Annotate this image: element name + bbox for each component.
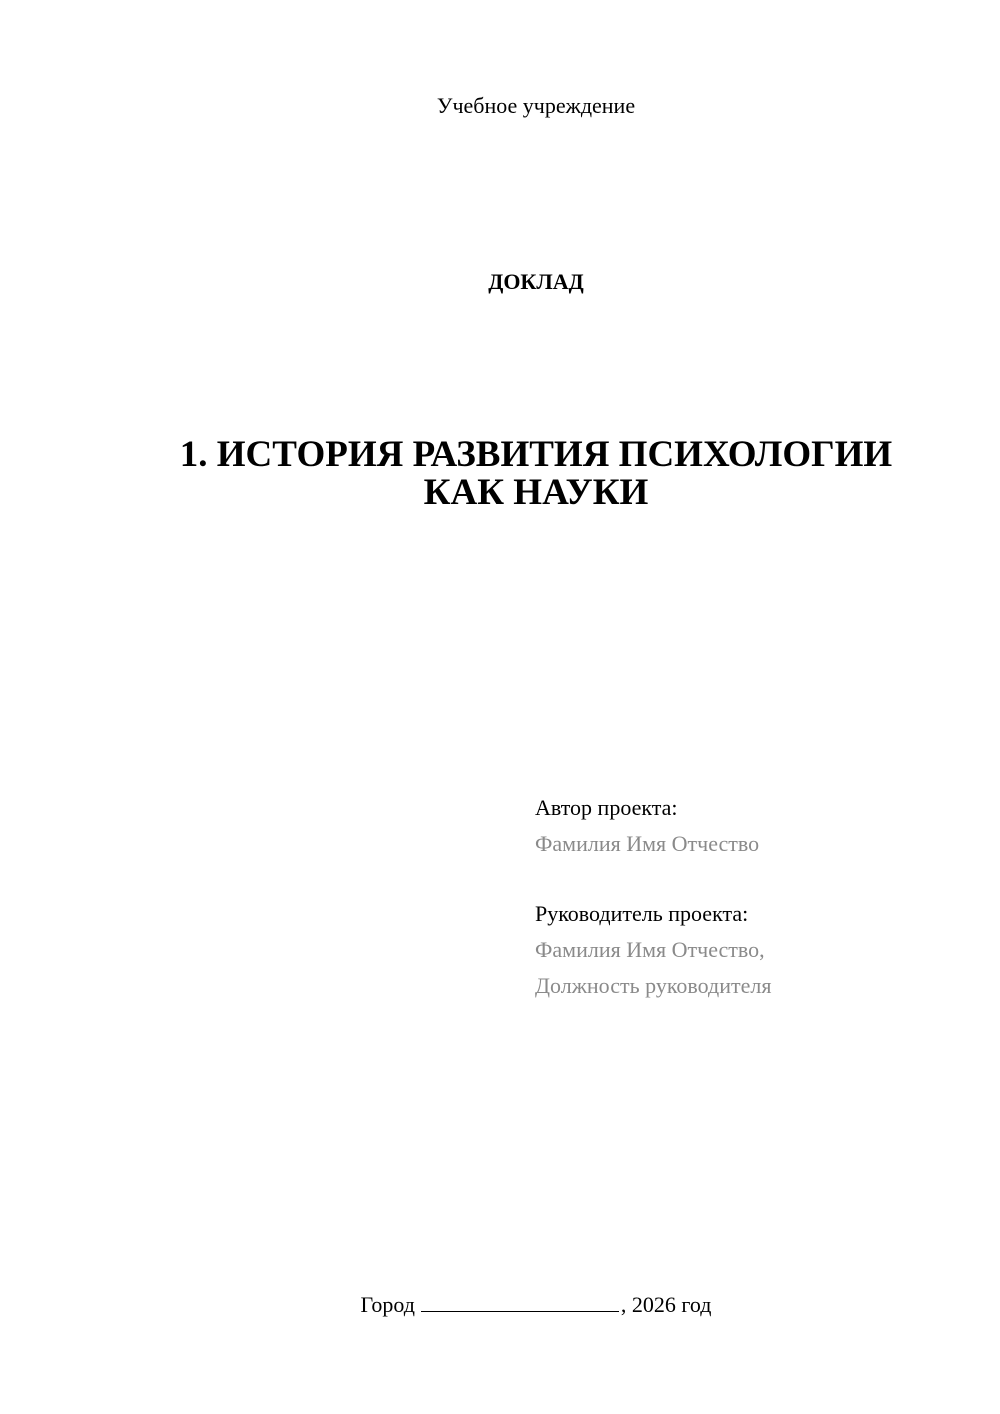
supervisor-label: Руководитель проекта: (535, 901, 749, 926)
document-title-line-2: КАК НАУКИ (423, 472, 649, 513)
supervisor-name: Фамилия Имя Отчество, (535, 937, 765, 962)
year-text: , 2026 год (620, 1292, 712, 1317)
author-label: Автор проекта: (535, 795, 678, 820)
author-name: Фамилия Имя Отчество (535, 831, 760, 856)
document-title (136, 436, 936, 512)
credits-spacer (535, 862, 975, 896)
institution-name: Учебное учреждение (436, 93, 636, 118)
credits-block (535, 790, 975, 1004)
supervisor-position: Должность руководителя (535, 973, 772, 998)
document-type: ДОКЛАД (488, 269, 584, 294)
city-blank-line (421, 1291, 619, 1312)
document-title-line-1: 1. ИСТОРИЯ РАЗВИТИЯ ПСИХОЛОГИИ (179, 434, 893, 475)
city-label: Город (360, 1292, 415, 1317)
city-year-line (286, 1290, 786, 1320)
